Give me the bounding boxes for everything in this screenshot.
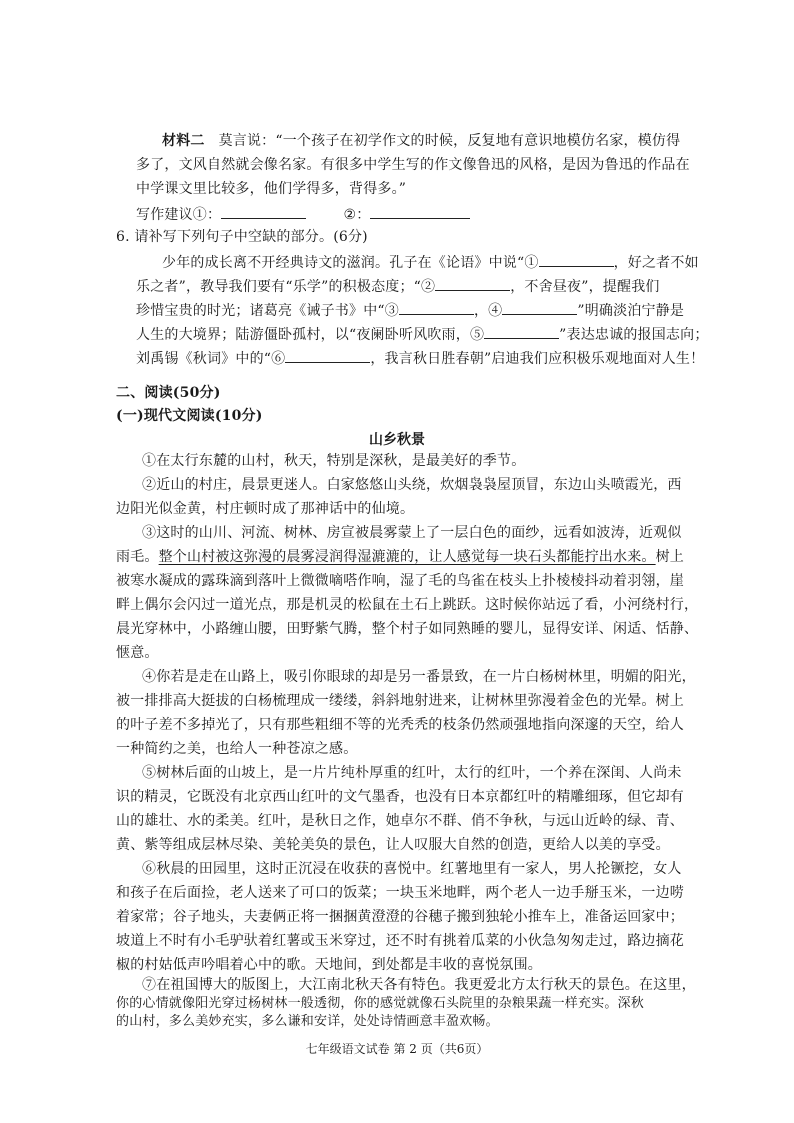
page-footer: 七年级语文试卷 第 2 页（共6页）: [305, 1042, 489, 1056]
section-2-heading: 二、阅读(50分): [116, 385, 221, 401]
question-6-line-5: 刘禹锡《秋词》中的“⑥ ，我言秋日胜春朝”启迪我们应积极乐观地面对人生！: [136, 348, 704, 368]
essay-paragraph-3-line-5: 晨光穿林中，小路缠山腰，田野紫气腾，整个村子如同熟睡的婴儿，显得安详、闲适、恬静、: [116, 621, 699, 637]
essay-paragraph-6-line-4: 坡道上不时有小毛驴驮着红薯或玉米穿过，还不时有挑着瓜菜的小伙急匆匆走过，路边摘花: [116, 933, 684, 949]
material-two-line-3: 中学课文里比较多，他们学得多，背得多。”: [136, 181, 407, 197]
essay-paragraph-4-line-3: 的叶子差不多掉光了，只有那些粗细不等的光秃秃的枝条仍然顽强地指向深邃的天空，给人: [116, 717, 684, 733]
essay-paragraph-5-line-4: 黄、紫等组成层林尽染、美轮美奂的景色，让人叹服大自然的创造，更给人以美的享受。: [116, 837, 670, 853]
essay-paragraph-6-line-2: 和孩子在后面捡，老人送来了可口的饭菜；一块玉米地畔，两个老人一边手掰玉米，一边唠: [116, 885, 684, 901]
essay-paragraph-2-line-2: 边阳光似金黄，村庄顿时成了那神话中的仙境。: [116, 501, 415, 517]
blank-4[interactable]: [502, 300, 577, 315]
essay-paragraph-3-line-3: 被寒水凝成的露珠滴到落叶上微微嘀嗒作响，湿了毛的鸟雀在枝头上扑棱棱抖动着羽翎，崖: [116, 573, 684, 589]
question-6-line-1: 少年的成长离不开经典诗文的滋润。孔子在《论语》中说“① ，好之者不如: [162, 252, 699, 272]
essay-paragraph-5-line-2: 识的精灵，它既没有北京西山红叶的文气墨香，也没有日本京都红叶的精雕细琢，但它却有: [116, 789, 684, 805]
essay-paragraph-3-line-2: 雨毛。整个山村被这弥漫的晨雾浸润得湿漉漉的，让人感觉每一块石头都能拧出水来。树上: [116, 549, 685, 565]
essay-paragraph-6-line-1: ⑥秋晨的田园里，这时正沉浸在收获的喜悦中。红薯地里有一家人，男人抡镢挖，女人: [142, 861, 682, 877]
blank-2[interactable]: [435, 276, 510, 291]
essay-paragraph-2-line-1: ②近山的村庄，晨景更迷人。白家悠悠山头绕，炊烟袅袅屋顶冒，东边山头喷霞光，西: [142, 477, 682, 493]
material-two-line-2: 多了，文风自然就会像名家。有很多中学生写的作文像鲁迅的风格，是因为鲁迅的作品在: [136, 157, 690, 173]
writing-advice-1-blank[interactable]: [221, 204, 306, 219]
essay-paragraph-3-line-1: ③这时的山川、河流、树林、房宣被晨雾蒙上了一层白色的面纱，远看如波涛，近观似: [142, 525, 682, 541]
essay-paragraph-7-line-3: 的山村，多么美妙充实，多么谦和安详，处处诗情画意丰盈欢畅。: [116, 1014, 499, 1029]
essay-paragraph-4-line-1: ④你若是走在山路上，吸引你眼球的却是另一番景致，在一片白杨树林里，明媚的阳光，: [142, 669, 696, 685]
essay-paragraph-6-line-5: 椒的村姑低声吟唱着心中的歌。天地间，到处都是丰收的喜悦氛围。: [116, 957, 542, 973]
underlined-sentence: 整个山村被这弥漫的晨雾浸润得湿漉漉的，让人感觉每一块石头都能拧出水来。: [158, 549, 656, 565]
writing-advice-1-label: 写作建议①：: [136, 207, 222, 223]
question-6-line-4: 人生的大境界；陆游僵卧孤村，以“夜阑卧听风吹雨，⑤ ”表达忠诚的报国志向；: [136, 324, 709, 344]
writing-advice-2-label: ②：: [343, 207, 371, 223]
blank-3[interactable]: [399, 300, 474, 315]
blank-1[interactable]: [539, 252, 614, 267]
blank-5[interactable]: [484, 324, 559, 339]
writing-advice-2-blank[interactable]: [370, 204, 470, 219]
essay-paragraph-5-line-3: 山的雄壮、水的柔美。红叶，是秋日之作，她卓尔不群、俏不争秋，与远山近岭的绿、青、: [116, 813, 684, 829]
essay-paragraph-5-line-1: ⑤树林后面的山坡上，是一片片纯朴厚重的红叶，太行的红叶，一个养在深闺、人尚未: [142, 765, 682, 781]
essay-paragraph-7-line-1: ⑦在祖国博大的版图上，大江南北秋天各有特色。我更爱北方太行秋天的景色。在这里，: [142, 977, 696, 993]
question-6-line-3: 珍惜宝贵的时光；诸葛亮《诫子书》中“③ ，④ ”明确淡泊宁静是: [136, 300, 684, 320]
essay-paragraph-4-line-4: 一种简约之美，也给人一种苍凉之感。: [116, 741, 358, 757]
section-2-1-heading: (一)现代文阅读(10分): [116, 408, 263, 424]
blank-6[interactable]: [285, 348, 370, 363]
essay-paragraph-7-line-2: 你的心情就像阳光穿过杨树林一般透彻，你的感觉就像石头院里的杂粮果蔬一样充实。深秋: [116, 996, 645, 1011]
question-6-line-2: 乐之者”，教导我们要有“乐学”的积极态度；“② ，不舍昼夜”，提醒我们: [136, 276, 660, 296]
essay-paragraph-3-line-4: 畔上偶尔会闪过一道光点，那是机灵的松鼠在土石上跳跃。这时候你站远了看，小河绕村行，: [116, 597, 699, 613]
essay-paragraph-1: ①在太行东麓的山村，秋天，特别是深秋，是最美好的季节。: [142, 453, 526, 469]
writing-advice-line: [136, 204, 470, 224]
question-6-title: 6. 请补写下列句子中空缺的部分。(6分): [116, 229, 368, 245]
essay-paragraph-6-line-3: 着家常；谷子地头，夫妻俩正将一捆捆黄澄澄的谷穗子搬到独轮小推车上，准备运回家中；: [116, 909, 684, 925]
essay-paragraph-3-line-6: 惬意。: [116, 645, 159, 661]
essay-paragraph-4-line-2: 被一排排高大挺拔的白杨梳理成一缕缕，斜斜地射进来，让树林里弥漫着金色的光晕。树上: [116, 693, 684, 709]
essay-title: 山乡秋景: [369, 432, 425, 448]
material-two-line-1: 材料二 莫言说：“一个孩子在初学作文的时候，反复地有意识地模仿名家，模仿得: [162, 133, 681, 149]
material-two-label: 材料二: [162, 133, 205, 149]
